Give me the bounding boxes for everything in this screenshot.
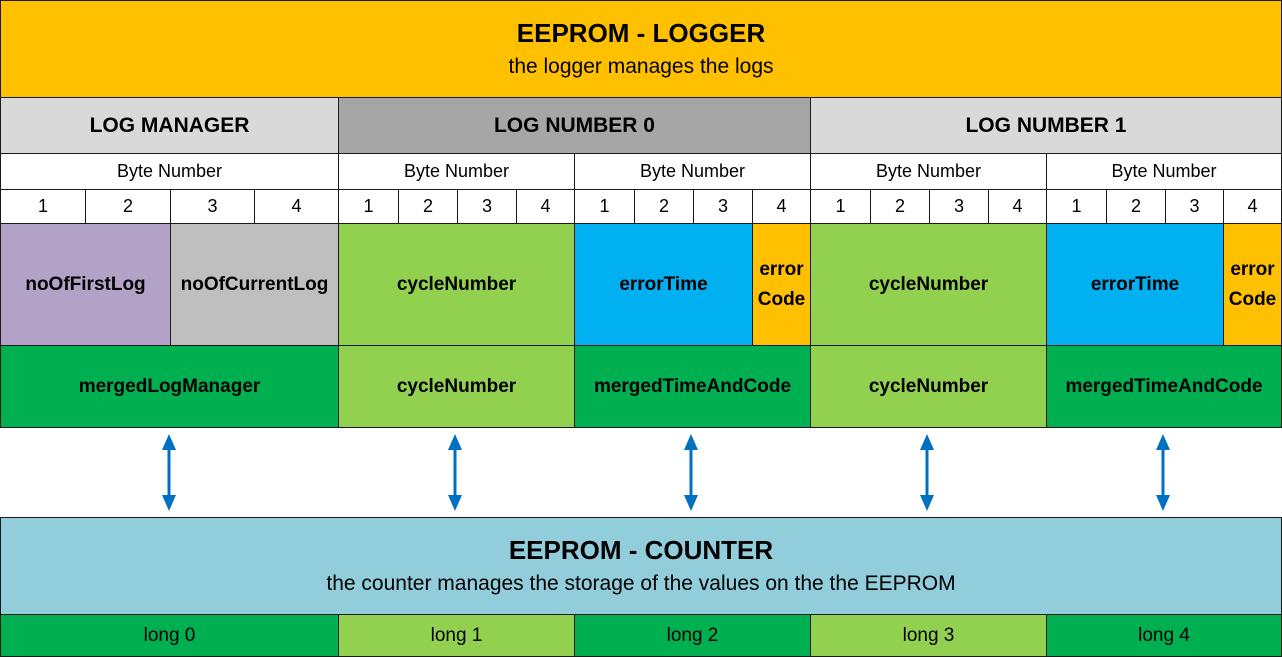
field-no-of-current-log: noOfCurrentLog: [170, 223, 339, 346]
logger-subtitle: the logger manages the logs: [508, 55, 774, 78]
field-cycle-number-log1: cycleNumber: [810, 223, 1047, 346]
byte-number: 1: [574, 189, 635, 224]
long-1: long 1: [338, 614, 575, 657]
byte-number: 3: [170, 189, 255, 224]
byte-number-header: Byte Number: [810, 153, 1047, 190]
byte-number-header: Byte Number: [1046, 153, 1282, 190]
merged-log-manager: mergedLogManager: [0, 345, 339, 428]
byte-number-header: Byte Number: [0, 153, 339, 190]
section-log-number-1: LOG NUMBER 1: [810, 97, 1282, 154]
byte-number: 2: [1106, 189, 1166, 224]
long-0: long 0: [0, 614, 339, 657]
byte-number: 1: [338, 189, 399, 224]
counter-header: [0, 517, 1282, 615]
bidirectional-arrow-icon: [1156, 434, 1170, 511]
long-2: long 2: [574, 614, 811, 657]
field-error-time-log0: errorTime: [574, 223, 753, 346]
byte-number-header: Byte Number: [574, 153, 811, 190]
byte-number: 1: [1046, 189, 1107, 224]
byte-number: 3: [1165, 189, 1224, 224]
field-error-code-log1: error Code: [1223, 223, 1282, 346]
merged-time-and-code-log1: mergedTimeAndCode: [1046, 345, 1282, 428]
counter-title: EEPROM - COUNTER: [508, 535, 774, 565]
counter-subtitle: the counter manages the storage of the values on the the EEPROM: [326, 572, 956, 595]
long-3: long 3: [810, 614, 1047, 657]
byte-number: 2: [85, 189, 171, 224]
merged-cycle-number-log1: cycleNumber: [810, 345, 1047, 428]
field-error-time-log1: errorTime: [1046, 223, 1224, 346]
long-4: long 4: [1046, 614, 1282, 657]
byte-number: 2: [634, 189, 694, 224]
byte-number: 4: [1223, 189, 1282, 224]
section-log-number-0: LOG NUMBER 0: [338, 97, 811, 154]
byte-number: 3: [457, 189, 517, 224]
byte-number: 4: [988, 189, 1047, 224]
byte-number: 4: [752, 189, 811, 224]
byte-number: 4: [516, 189, 575, 224]
field-error-code-log0: error Code: [752, 223, 811, 346]
merged-time-and-code-log0: mergedTimeAndCode: [574, 345, 811, 428]
merged-cycle-number-log0: cycleNumber: [338, 345, 575, 428]
byte-number: 3: [693, 189, 753, 224]
byte-number: 2: [870, 189, 930, 224]
byte-number: 3: [929, 189, 989, 224]
field-cycle-number-log0: cycleNumber: [338, 223, 575, 346]
byte-number: 1: [0, 189, 86, 224]
byte-number: 4: [254, 189, 339, 224]
bidirectional-arrow-icon: [684, 434, 698, 511]
section-log-manager: LOG MANAGER: [0, 97, 339, 154]
logger-title: EEPROM - LOGGER: [516, 18, 766, 48]
bidirectional-arrow-icon: [920, 434, 934, 511]
bidirectional-arrow-icon: [162, 434, 176, 511]
byte-number-header: Byte Number: [338, 153, 575, 190]
byte-number: 1: [810, 189, 871, 224]
byte-number: 2: [398, 189, 458, 224]
field-no-of-first-log: noOfFirstLog: [0, 223, 171, 346]
bidirectional-arrow-icon: [448, 434, 462, 511]
